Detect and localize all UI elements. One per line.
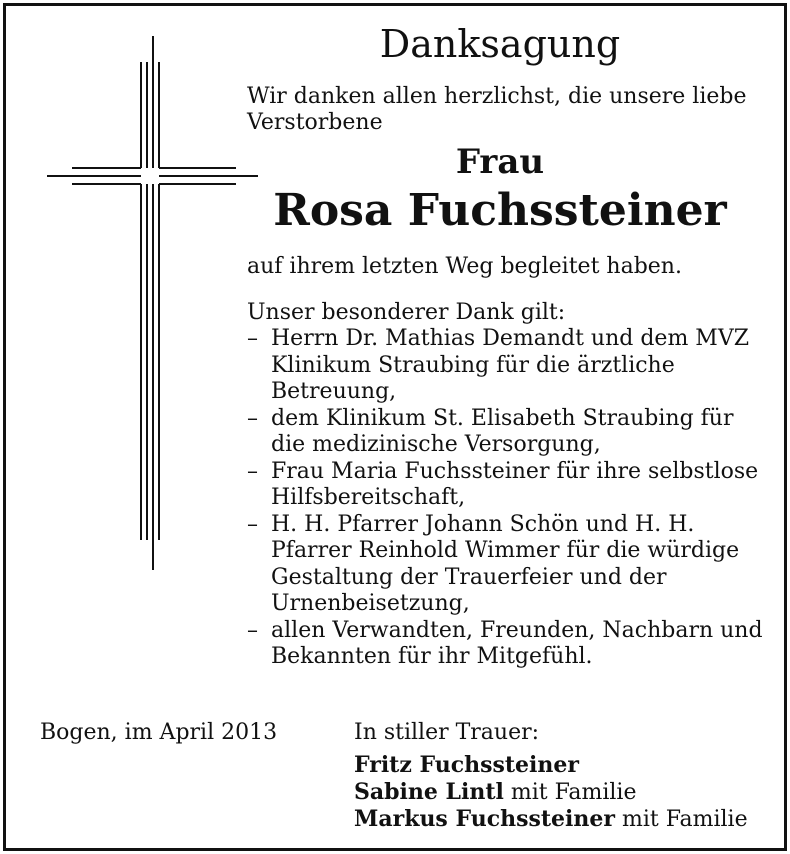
mourner-name: Fritz Fuchssteiner (354, 752, 579, 778)
mourner (354, 752, 774, 779)
mourning-label: In stiller Trauer: (354, 720, 540, 745)
mourner (354, 779, 774, 806)
salutation: Frau (455, 142, 545, 182)
mourner (354, 806, 774, 833)
list-item: – Herrn Dr. Mathias Demandt und dem MVZ Klinikum Straubing für die ärztliche Betreuung, (247, 326, 767, 406)
mourner-name: Sabine Lintl (354, 779, 504, 805)
list-item: – H. H. Pfarrer Johann Schön und H. H. Pfarrer Reinhold Wimmer für die würdige Gestaltung der Trauerfeier und der Urnenbeisetzung, (247, 512, 767, 618)
notice-title: Danksagung (379, 22, 621, 66)
mourner-suffix: mit Familie (510, 780, 637, 805)
deceased-name: Rosa Fuchssteiner (273, 185, 727, 236)
list-item: – dem Klinikum St. Elisabeth Straubing für die medizinische Versorgung, (247, 406, 767, 459)
mourners-list (354, 752, 774, 833)
intro-text: Wir danken allen herzlichst, die unsere liebe Verstorbene (247, 84, 747, 135)
mourner-name: Markus Fuchssteiner (354, 806, 615, 832)
list-item: – allen Verwandten, Freunden, Nachbarn und Bekannten für ihr Mitgefühl. (247, 618, 767, 671)
cross-icon (0, 0, 260, 580)
thanks-heading: Unser besonderer Dank gilt: (247, 300, 566, 325)
list-item: – Frau Maria Fuchssteiner für ihre selbstlose Hilfsbereitschaft, (247, 459, 767, 512)
after-name-text: auf ihrem letzten Weg begleitet haben. (247, 254, 682, 279)
thanks-list (247, 326, 767, 671)
place-date: Bogen, im April 2013 (40, 720, 278, 745)
mourner-suffix: mit Familie (621, 807, 748, 832)
